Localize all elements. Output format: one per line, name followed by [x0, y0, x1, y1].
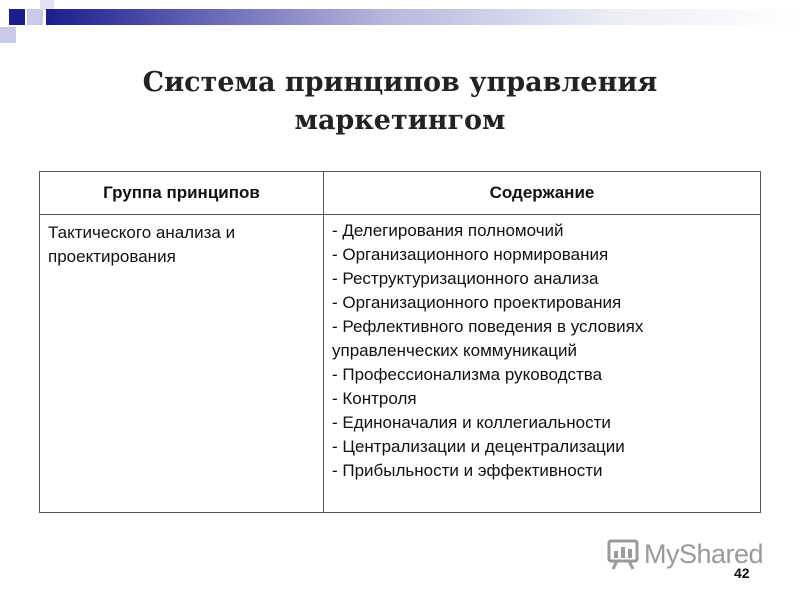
watermark-text: MyShared — [644, 538, 764, 569]
list-item: - Делегирования полномочий — [332, 221, 564, 240]
list-item: - Организационного нормирования — [332, 245, 609, 264]
header-gradient-bar — [46, 9, 800, 25]
slide-title-line: Система принципов управления — [142, 67, 658, 98]
principles-table — [39, 171, 761, 513]
slide-title — [0, 64, 800, 140]
decor-square — [18, 27, 34, 43]
decor-square — [9, 9, 25, 25]
list-item: - Централизации и децентрализации — [332, 437, 625, 456]
table-row — [40, 215, 761, 513]
list-item: - Контроля — [332, 389, 417, 408]
group-cell: Тактического анализа и проектирования — [40, 215, 324, 513]
list-item: - Прибыльности и эффективности — [332, 461, 603, 480]
presentation-board-icon — [606, 537, 640, 571]
principles-list — [332, 219, 752, 483]
table-header-row — [40, 172, 761, 215]
column-header-group: Группа принципов — [40, 172, 324, 215]
column-header-content: Содержание — [324, 172, 761, 215]
content-cell — [324, 215, 761, 513]
list-item: - Организационного проектирования — [332, 293, 622, 312]
decor-square — [27, 9, 43, 25]
decor-square — [0, 27, 16, 43]
page-number: 42 — [734, 565, 750, 581]
list-item: - Рефлективного поведения в условиях управленческих коммуникаций — [332, 317, 644, 360]
list-item: - Реструктуризационного анализа — [332, 269, 599, 288]
list-item: - Профессионализма руководства — [332, 365, 603, 384]
slide-title-line: маркетингом — [294, 105, 506, 136]
list-item: - Единоначалия и коллегиальности — [332, 413, 611, 432]
